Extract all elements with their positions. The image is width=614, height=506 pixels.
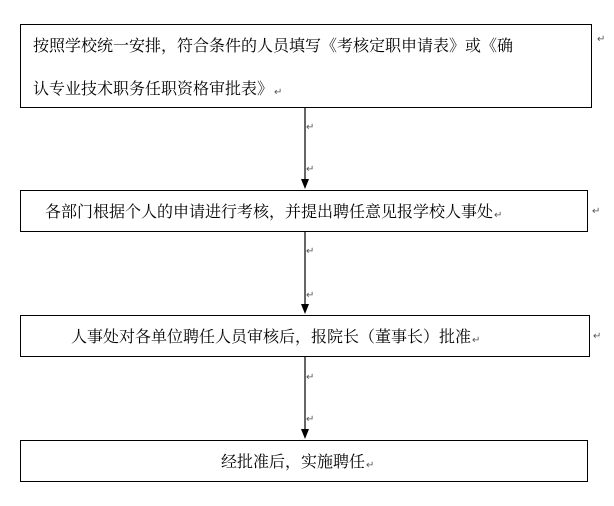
flow-step-3-line	[71, 327, 480, 351]
paragraph-mark-icon: ↵	[306, 164, 315, 175]
flow-step-1-line-2	[33, 79, 282, 103]
paragraph-mark-icon: ↵	[274, 87, 283, 98]
flow-step-3-box	[20, 315, 590, 357]
paragraph-mark-icon: ↵	[306, 290, 315, 301]
paragraph-mark-icon: ↵	[593, 331, 602, 342]
paragraph-mark-icon: ↵	[494, 210, 503, 221]
flow-step-1-box	[20, 24, 592, 108]
flow-arrow-3	[296, 357, 314, 440]
paragraph-mark-icon: ↵	[306, 414, 315, 425]
paragraph-mark-icon: ↵	[306, 372, 315, 383]
flow-step-3-text: 人事处对各单位聘任人员审核后，报院长（董事长）批准	[71, 327, 472, 346]
paragraph-mark-icon: ↵	[597, 34, 606, 45]
paragraph-mark-icon: ↵	[306, 122, 315, 133]
flow-step-1-line-1-text: 按照学校统一安排，符合条件的人员填写《考核定职申请表》或《确	[33, 36, 514, 55]
flow-arrow-2	[296, 232, 314, 315]
flow-step-2-text: 各部门根据个人的申请进行考核，并提出聘任意见报学校人事处	[45, 202, 494, 221]
paragraph-mark-icon: ↵	[592, 206, 601, 217]
flow-step-2-box	[20, 190, 588, 232]
flow-step-4-line	[221, 452, 374, 476]
flow-arrow-1	[296, 108, 314, 190]
flow-step-4-text: 经批准后，实施聘任	[221, 452, 366, 471]
paragraph-mark-icon: ↵	[306, 246, 315, 257]
flow-step-4-box	[20, 440, 588, 482]
flow-step-1-line-1	[33, 36, 513, 56]
flow-step-1-line-2-text: 认专业技术职务任职资格审批表》	[33, 79, 274, 98]
paragraph-mark-icon: ↵	[472, 335, 481, 346]
paragraph-mark-icon: ↵	[366, 460, 375, 471]
flow-step-2-line	[45, 202, 502, 226]
